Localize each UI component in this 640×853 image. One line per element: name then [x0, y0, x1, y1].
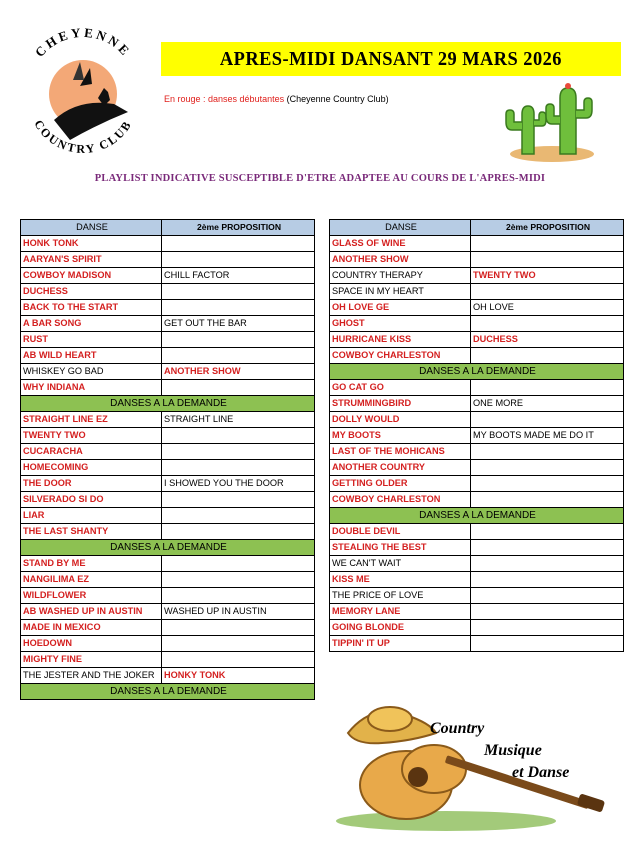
request-band-label: DANSES A LA DEMANDE [21, 396, 315, 412]
dance-name-cell: DOUBLE DEVIL [330, 524, 471, 540]
second-proposal-cell [471, 252, 624, 268]
second-proposal-cell [471, 444, 624, 460]
dance-name-cell: TWENTY TWO [21, 428, 162, 444]
table-row [330, 380, 624, 396]
column-header-danse: DANSE [330, 220, 471, 236]
second-proposal-cell [162, 252, 315, 268]
dance-name-cell: GO CAT GO [330, 380, 471, 396]
table-row [21, 412, 315, 428]
dance-name-cell: WHISKEY GO BAD [21, 364, 162, 380]
dance-name-cell: NANGILIMA EZ [21, 572, 162, 588]
second-proposal-cell [162, 524, 315, 540]
column-header-proposition: 2ème PROPOSITION [162, 220, 315, 236]
table-row [21, 364, 315, 380]
table-row [21, 444, 315, 460]
second-proposal-cell: STRAIGHT LINE [162, 412, 315, 428]
second-proposal-cell [471, 492, 624, 508]
second-proposal-cell [471, 556, 624, 572]
second-proposal-cell [162, 348, 315, 364]
request-band-row [330, 508, 624, 524]
table-row [21, 620, 315, 636]
table-row [21, 252, 315, 268]
dance-name-cell: MIGHTY FINE [21, 652, 162, 668]
second-proposal-cell: GET OUT THE BAR [162, 316, 315, 332]
dance-name-cell: RUST [21, 332, 162, 348]
dance-name-cell: DOLLY WOULD [330, 412, 471, 428]
dance-name-cell: GHOST [330, 316, 471, 332]
table-row [330, 444, 624, 460]
dance-name-cell: TIPPIN' IT UP [330, 636, 471, 652]
second-proposal-cell [471, 412, 624, 428]
second-proposal-cell: TWENTY TWO [471, 268, 624, 284]
table-row [330, 524, 624, 540]
table-row [330, 476, 624, 492]
table-row [330, 252, 624, 268]
dance-name-cell: WHY INDIANA [21, 380, 162, 396]
dance-name-cell: GOING BLONDE [330, 620, 471, 636]
table-row [330, 604, 624, 620]
request-band-row [21, 684, 315, 700]
table-row [330, 348, 624, 364]
second-proposal-cell: DUCHESS [471, 332, 624, 348]
request-band-label: DANSES A LA DEMANDE [21, 684, 315, 700]
second-proposal-cell: ANOTHER SHOW [162, 364, 315, 380]
dance-name-cell: WE CAN'T WAIT [330, 556, 471, 572]
second-proposal-cell: I SHOWED YOU THE DOOR [162, 476, 315, 492]
left-header-row [21, 220, 315, 236]
dance-name-cell: DUCHESS [21, 284, 162, 300]
table-row [21, 268, 315, 284]
table-row [330, 460, 624, 476]
table-row [330, 396, 624, 412]
country-guitar-illustration [326, 693, 616, 833]
dance-name-cell: A BAR SONG [21, 316, 162, 332]
second-proposal-cell: MY BOOTS MADE ME DO IT [471, 428, 624, 444]
art-line-country: Country [430, 720, 485, 737]
legend-club-text: (Cheyenne Country Club) [286, 94, 389, 104]
column-header-danse: DANSE [21, 220, 162, 236]
second-proposal-cell: WASHED UP IN AUSTIN [162, 604, 315, 620]
dance-name-cell: HURRICANE KISS [330, 332, 471, 348]
table-row [21, 300, 315, 316]
table-row [21, 428, 315, 444]
request-band-label: DANSES A LA DEMANDE [21, 540, 315, 556]
table-row [21, 332, 315, 348]
dance-name-cell: GLASS OF WINE [330, 236, 471, 252]
svg-text:CHEYENNE [32, 28, 134, 60]
dance-name-cell: KISS ME [330, 572, 471, 588]
second-proposal-cell [471, 380, 624, 396]
logo-top-text: CHEYENNE [31, 28, 135, 60]
dance-name-cell: COWBOY CHARLESTON [330, 492, 471, 508]
second-proposal-cell: OH LOVE [471, 300, 624, 316]
second-proposal-cell [162, 428, 315, 444]
dance-name-cell: THE LAST SHANTY [21, 524, 162, 540]
second-proposal-cell [471, 620, 624, 636]
second-proposal-cell [162, 284, 315, 300]
dance-name-cell: COWBOY CHARLESTON [330, 348, 471, 364]
second-proposal-cell [162, 620, 315, 636]
dance-name-cell: COUNTRY THERAPY [330, 268, 471, 284]
page-title: APRES-MIDI DANSANT 29 MARS 2026 [219, 47, 563, 70]
dance-name-cell: THE JESTER AND THE JOKER [21, 668, 162, 684]
second-proposal-cell [471, 476, 624, 492]
second-proposal-cell [471, 572, 624, 588]
second-proposal-cell [162, 588, 315, 604]
table-row [21, 636, 315, 652]
second-proposal-cell [471, 588, 624, 604]
dance-name-cell: WILDFLOWER [21, 588, 162, 604]
dance-name-cell: SPACE IN MY HEART [330, 284, 471, 300]
dance-name-cell: LIAR [21, 508, 162, 524]
second-proposal-cell: CHILL FACTOR [162, 268, 315, 284]
column-header-proposition: 2ème PROPOSITION [471, 220, 624, 236]
dance-name-cell: LAST OF THE MOHICANS [330, 444, 471, 460]
table-row [330, 572, 624, 588]
art-line-danse: et Danse [512, 764, 570, 781]
table-row [21, 476, 315, 492]
second-proposal-cell [162, 332, 315, 348]
second-proposal-cell [162, 380, 315, 396]
title-banner [161, 42, 621, 76]
dance-name-cell: OH LOVE GE [330, 300, 471, 316]
second-proposal-cell [162, 636, 315, 652]
dance-name-cell: STRUMMINGBIRD [330, 396, 471, 412]
second-proposal-cell [162, 556, 315, 572]
dance-name-cell: BACK TO THE START [21, 300, 162, 316]
second-proposal-cell: ONE MORE [471, 396, 624, 412]
dance-name-cell: AB WILD HEART [21, 348, 162, 364]
table-row [21, 508, 315, 524]
table-row [21, 524, 315, 540]
second-proposal-cell [162, 236, 315, 252]
table-row [330, 284, 624, 300]
table-row [21, 588, 315, 604]
dance-name-cell: THE DOOR [21, 476, 162, 492]
table-row [330, 428, 624, 444]
dance-name-cell: STEALING THE BEST [330, 540, 471, 556]
table-row [330, 332, 624, 348]
dance-name-cell: MADE IN MEXICO [21, 620, 162, 636]
dance-name-cell: AB WASHED UP IN AUSTIN [21, 604, 162, 620]
second-proposal-cell [471, 540, 624, 556]
table-row [330, 556, 624, 572]
dance-name-cell: ANOTHER COUNTRY [330, 460, 471, 476]
dance-name-cell: MY BOOTS [330, 428, 471, 444]
table-row [330, 316, 624, 332]
dance-name-cell: STAND BY ME [21, 556, 162, 572]
dance-name-cell: THE PRICE OF LOVE [330, 588, 471, 604]
second-proposal-cell [162, 508, 315, 524]
request-band-label: DANSES A LA DEMANDE [330, 364, 624, 380]
dance-name-cell: ANOTHER SHOW [330, 252, 471, 268]
table-row [21, 380, 315, 396]
second-proposal-cell [162, 300, 315, 316]
legend [164, 94, 389, 104]
table-row [330, 620, 624, 636]
table-row [21, 668, 315, 684]
second-proposal-cell: HONKY TONK [162, 668, 315, 684]
dance-name-cell: COWBOY MADISON [21, 268, 162, 284]
cheyenne-logo [18, 28, 148, 158]
playlist-subtitle: PLAYLIST INDICATIVE SUSCEPTIBLE D'ETRE ADAPTEE AU COURS DE L'APRES-MIDI [94, 173, 546, 184]
second-proposal-cell [471, 284, 624, 300]
right-playlist-table [329, 219, 624, 652]
second-proposal-cell [471, 460, 624, 476]
dance-name-cell: MEMORY LANE [330, 604, 471, 620]
second-proposal-cell [471, 316, 624, 332]
table-row [21, 652, 315, 668]
second-proposal-cell [162, 444, 315, 460]
dance-name-cell: GETTING OLDER [330, 476, 471, 492]
second-proposal-cell [471, 348, 624, 364]
table-row [21, 316, 315, 332]
table-row [21, 492, 315, 508]
request-band-label: DANSES A LA DEMANDE [330, 508, 624, 524]
table-row [21, 604, 315, 620]
table-row [330, 268, 624, 284]
dance-name-cell: STRAIGHT LINE EZ [21, 412, 162, 428]
request-band-row [21, 396, 315, 412]
dance-name-cell: HONK TONK [21, 236, 162, 252]
table-row [21, 572, 315, 588]
dance-name-cell: HOMECOMING [21, 460, 162, 476]
request-band-row [330, 364, 624, 380]
right-header-row [330, 220, 624, 236]
second-proposal-cell [471, 524, 624, 540]
table-row [21, 460, 315, 476]
request-band-row [21, 540, 315, 556]
table-row [330, 492, 624, 508]
second-proposal-cell [162, 652, 315, 668]
art-line-musique: Musique [484, 742, 542, 759]
cactus-icon [502, 78, 600, 164]
second-proposal-cell [162, 460, 315, 476]
table-row [21, 284, 315, 300]
dance-name-cell: HOEDOWN [21, 636, 162, 652]
table-row [330, 540, 624, 556]
table-row [330, 236, 624, 252]
dance-name-cell: SILVERADO SI DO [21, 492, 162, 508]
table-row [330, 412, 624, 428]
dance-name-cell: AARYAN'S SPIRIT [21, 252, 162, 268]
legend-red-text: En rouge : danses débutantes [164, 94, 285, 104]
dance-name-cell: CUCARACHA [21, 444, 162, 460]
table-row [21, 236, 315, 252]
logo-bottom-text: COUNTRY CLUB [31, 117, 135, 157]
table-row [330, 636, 624, 652]
table-row [21, 348, 315, 364]
second-proposal-cell [162, 572, 315, 588]
left-playlist-table [20, 219, 315, 700]
table-row [330, 300, 624, 316]
table-row [330, 588, 624, 604]
second-proposal-cell [471, 236, 624, 252]
second-proposal-cell [471, 636, 624, 652]
second-proposal-cell [471, 604, 624, 620]
table-row [21, 556, 315, 572]
second-proposal-cell [162, 492, 315, 508]
